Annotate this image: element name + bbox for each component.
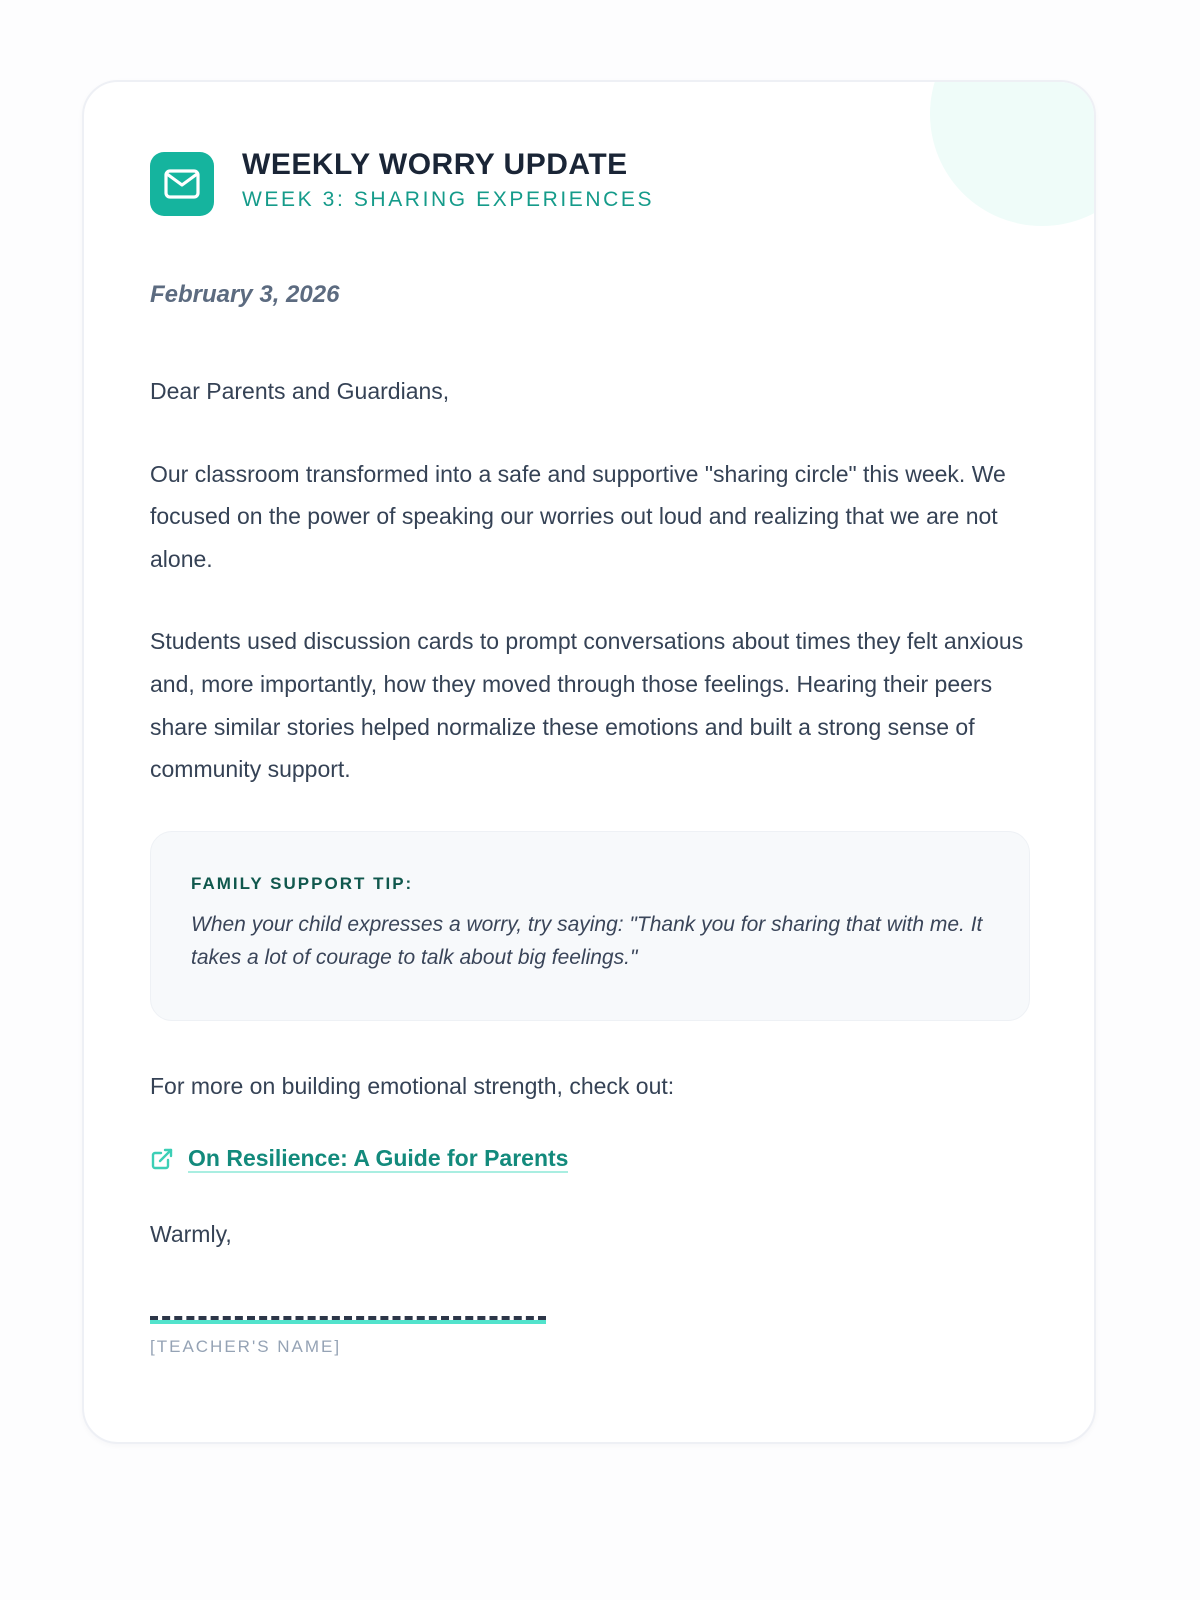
tip-text: When your child expresses a worry, try saying: "Thank you for sharing that with me. It takes a lot of courage to talk about big feelings." [191, 912, 983, 969]
family-support-tip [150, 831, 1030, 1021]
page-subtitle: WEEK 3: SHARING EXPERIENCES [242, 188, 655, 211]
decorative-circle [930, 80, 1096, 226]
external-link-icon [150, 1147, 174, 1171]
tip-label: FAMILY SUPPORT TIP: [191, 873, 414, 893]
page-title: WEEKLY WORRY UPDATE [242, 148, 628, 181]
letter-date: February 3, 2026 [150, 281, 340, 308]
newsletter-header [150, 148, 655, 216]
paragraph-1: Our classroom transformed into a safe and supportive "sharing circle" this week. We focused on the power of speaking our worries out loud and realizing that we are not alone. [150, 460, 1006, 572]
signature-line [150, 1316, 546, 1324]
newsletter-card [82, 80, 1096, 1444]
letter-body [150, 278, 1030, 1358]
more-info-text: For more on building emotional strength, check out: [150, 1072, 675, 1099]
teacher-name-placeholder: [TEACHER'S NAME] [150, 1336, 342, 1356]
greeting: Dear Parents and Guardians, [150, 378, 450, 404]
resilience-guide-link[interactable]: On Resilience: A Guide for Parents [188, 1145, 569, 1172]
paragraph-2: Students used discussion cards to prompt conversations about times they felt anxious and, more importantly, how they moved through those feelings. Hearing their peers share similar stories helped normalize these emotions and built a strong sense of community support. [150, 628, 1024, 783]
resource-link-row[interactable] [150, 1145, 1030, 1173]
mail-icon [150, 152, 214, 216]
closing: Warmly, [150, 1221, 232, 1248]
